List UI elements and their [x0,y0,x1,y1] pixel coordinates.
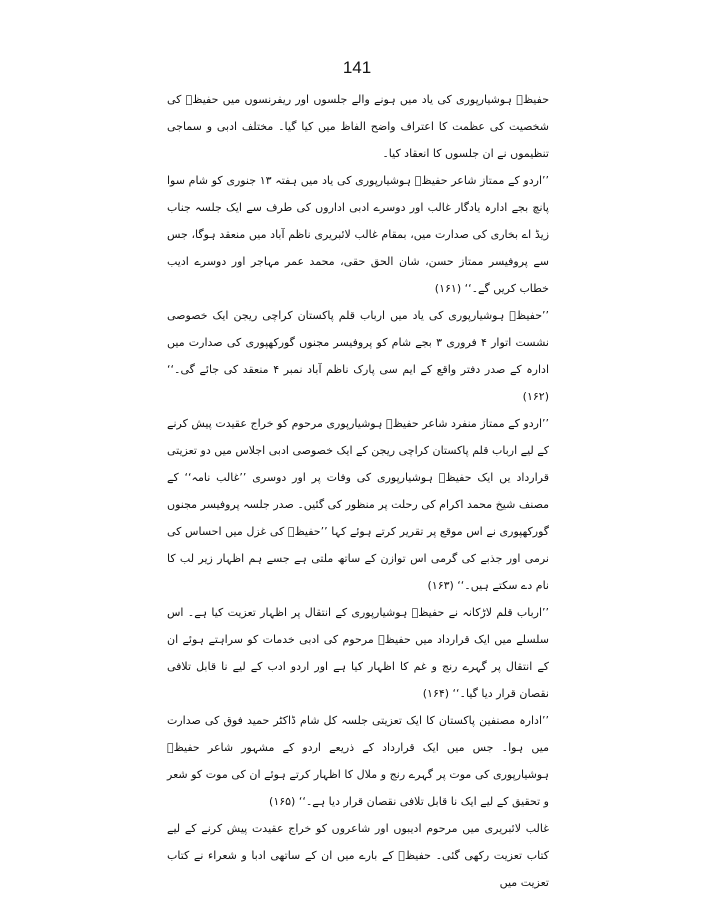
page-number: 141 [342,58,372,77]
paragraph-quote-161: ’’اردو کے ممتاز شاعر حفیظؔ ہوشیارپوری کی یاد میں ہفتہ ۱۳ جنوری کو شام سوا پانچ بجے ادارہ یادگار غالب اور دوسرے ادبی اداروں کی طرف سے ایک جلسہ جناب زیڈ اے بخاری کی صدارت میں، بمقام غالب لائبریری ناظم آباد میں منعقد ہوگا، جس سے پروفیسر ممتاز حسن، شان الحق حقی، محمد عمر مہاجر اور دوسرے ادیب خطاب کریں گے۔‘‘ (۱۶۱) [167,174,549,295]
paragraph-quote-164: ’’ارباب قلم لاڑکانہ نے حفیظؔ ہوشیارپوری کے انتقال پر اظہار تعزیت کیا ہے۔ اس سلسلے میں ایک قرارداد میں حفیظؔ مرحوم کی ادبی خدمات کو سراہتے ہوئے ان کے انتقال پر گہرے رنج و غم کا اظہار کیا ہے اور اردو ادب کے لیے نا قابل تلافی نقصان قرار دیا گیا۔‘‘ (۱۶۴) [167,606,549,700]
paragraph-quote-162: ’’حفیظؔ ہوشیارپوری کی یاد میں ارباب قلم پاکستان کراچی ریجن ایک خصوصی نشست اتوار ۴ فروری ۳ بجے شام کو پروفیسر مجنوں گورکھپوری کی صدارت میں ادارہ کے صدر دفتر واقع کے ایم سی پارک ناظم آباد نمبر ۴ منعقد کی جائے گی۔‘‘ (۱۶۲) [167,309,550,403]
paragraph-intro: حفیظؔ ہوشیارپوری کی یاد میں ہونے والے جلسوں اور ریفرنسوں میں حفیظؔ کی شخصیت کی عظمت کا اعتراف واضح الفاظ میں کیا گیا۔ مختلف ادبی و سماجی تنظیموں نے ان جلسوں کا انعقاد کیا۔ [167,93,549,160]
body-text [167,86,549,896]
paragraph-quote-163: ’’اردو کے ممتاز منفرد شاعر حفیظؔ ہوشیارپوری مرحوم کو خراج عقیدت پیش کرنے کے لیے ارباب قلم پاکستان کراچی ریجن کے ایک خصوصی ادبی اجلاس میں دو تعزیتی قرارداد یں ایک حفیظؔ ہوشیارپوری کی وفات پر اور دوسری ’’غالب نامہ‘‘ کے مصنف شیخ محمد اکرام کی رحلت پر منظور کی گئیں۔ صدر جلسہ پروفیسر مجنوں گورکھپوری نے اس موقع پر تقریر کرتے ہوئے کہا ’’حفیظؔ کی غزل میں احساس کی نرمی اور جذبے کی گرمی اس توازن کے ساتھ ملتی ہے جسے ہم اظہار زیر لب کا نام دے سکتے ہیں۔‘‘ (۱۶۳) [167,417,549,592]
paragraph-closing: غالب لائبریری میں مرحوم ادیبوں اور شاعروں کو خراج عقیدت پیش کرنے کے لیے کتاب تعزیت رکھی گئی۔ حفیظؔ کے بارے میں ان کے ساتھی ادبا و شعراء نے کتاب تعزیت میں [167,822,549,889]
paragraph-quote-165: ’’ادارہ مصنفین پاکستان کا ایک تعزیتی جلسہ کل شام ڈاکٹر حمید فوق کی صدارت میں ہوا۔ جس میں ایک قرارداد کے ذریعے اردو کے مشہور شاعر حفیظؔ ہوشیارپوری کی موت پر گہرے رنج و ملال کا اظہار کرتے ہوئے ان کی موت کو شعر و تحقیق کے لیے ایک نا قابل تلافی نقصان قرار دیا ہے۔‘‘ (۱۶۵) [167,714,549,808]
